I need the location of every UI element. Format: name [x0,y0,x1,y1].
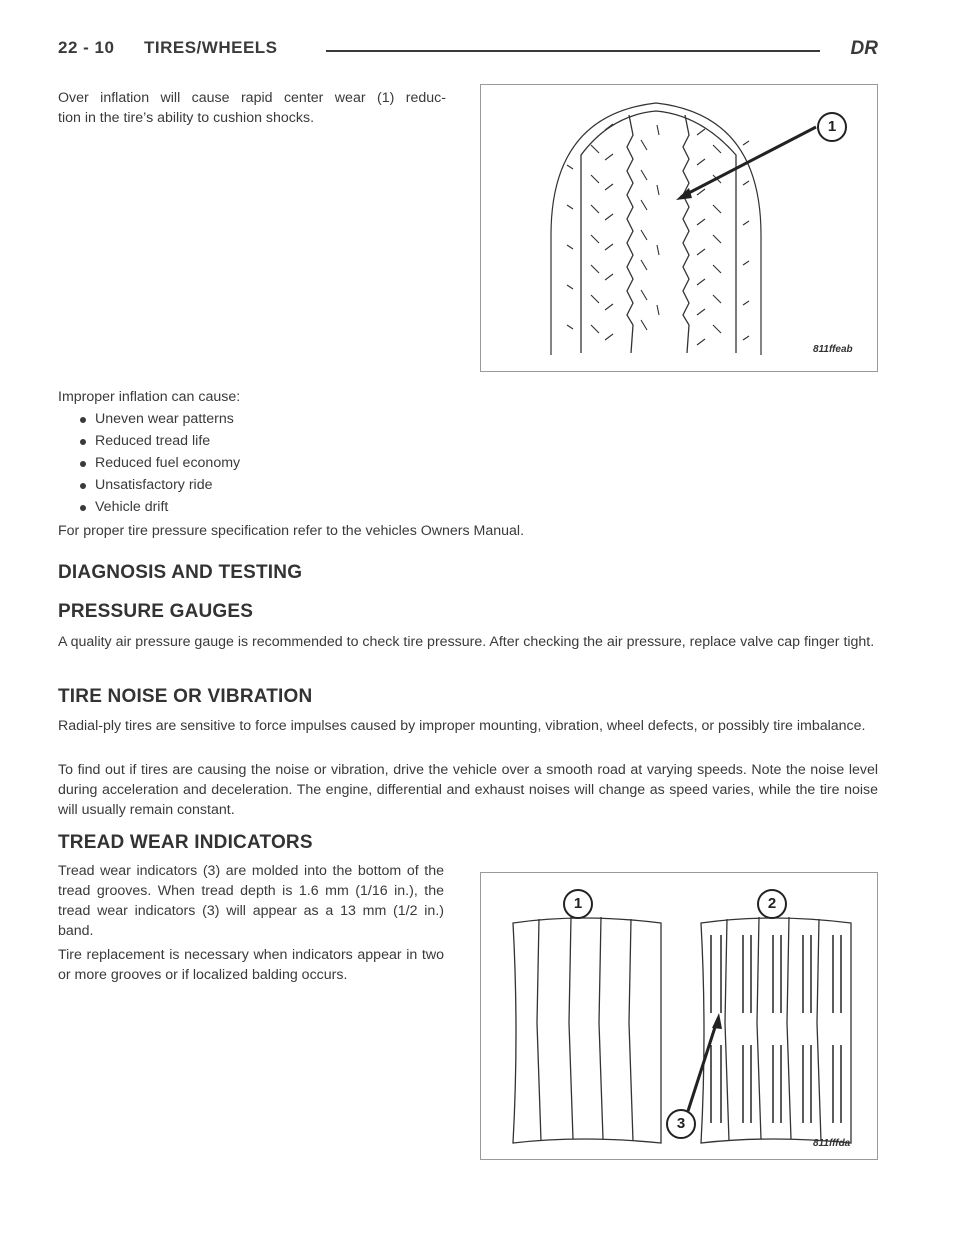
bullet-icon [80,417,86,423]
bullet-icon [80,483,86,489]
header-rule [326,50,820,52]
over-inflation-line-1: Over inflation will cause rapid center wear (1) reduc- [58,90,446,106]
figure2-id: 811fffda [813,1138,851,1149]
diagnosis-heading: DIAGNOSIS AND TESTING [58,562,303,583]
section-title: TIRES/WHEELS [144,38,278,57]
bullet-icon [80,505,86,511]
bullet-icon [80,461,86,467]
model-code: DR [850,38,878,59]
center-wear-figure [480,84,878,372]
figure2-callout-1: 1 [563,889,593,919]
figure1-callout-1: 1 [817,112,847,142]
page-header [58,38,878,62]
over-inflation-line-2: tion in the tire’s ability to cushion shocks. [58,110,315,126]
spec-note: For proper tire pressure specification refer to the vehicles Owners Manual. [58,523,525,539]
figure2-callout-2: 2 [757,889,787,919]
over-inflation-paragraph [58,88,446,128]
tread-wear-indicator-figure [480,872,878,1160]
pressure-gauges-heading: PRESSURE GAUGES [58,601,254,622]
figure1-id: 811ffeab [813,344,853,355]
tread-wear-heading: TREAD WEAR INDICATORS [58,832,313,853]
tire-noise-paragraph-2: To find out if tires are causing the noise or vibration, drive the vehicle over a smooth road at varying speeds. Note the noise level during acceleration and deceleration. The engine, differential and exhaust noises will change as speed varies, while the tire noise will usually remain constant. [58,762,878,818]
figure2-callout-3: 3 [666,1109,696,1139]
tire-noise-heading: TIRE NOISE OR VIBRATION [58,686,313,707]
tread-wear-paragraph-2: Tire replacement is necessary when indicators appear in two or more grooves or if localized balding occurs. [58,947,444,983]
page-number: 22 - 10 [58,38,115,57]
improper-inflation-lead: Improper inflation can cause: [58,389,241,405]
tread-wear-paragraph-1: Tread wear indicators (3) are molded into the bottom of the tread grooves. When tread depth is 1.6 mm (1/16 in.), the tread wear indicators (3) will appear as a 13 mm (1/2 in.) band. [58,863,444,939]
tire-noise-paragraph-1: Radial-ply tires are sensitive to force impulses caused by improper mounting, vibration, wheel defects, or possibly tire imbalance. [58,718,866,734]
pressure-gauges-text: A quality air pressure gauge is recommended to check tire pressure. After checking the air pressure, replace valve cap finger tight. [58,634,875,650]
bullet-icon [80,439,86,445]
